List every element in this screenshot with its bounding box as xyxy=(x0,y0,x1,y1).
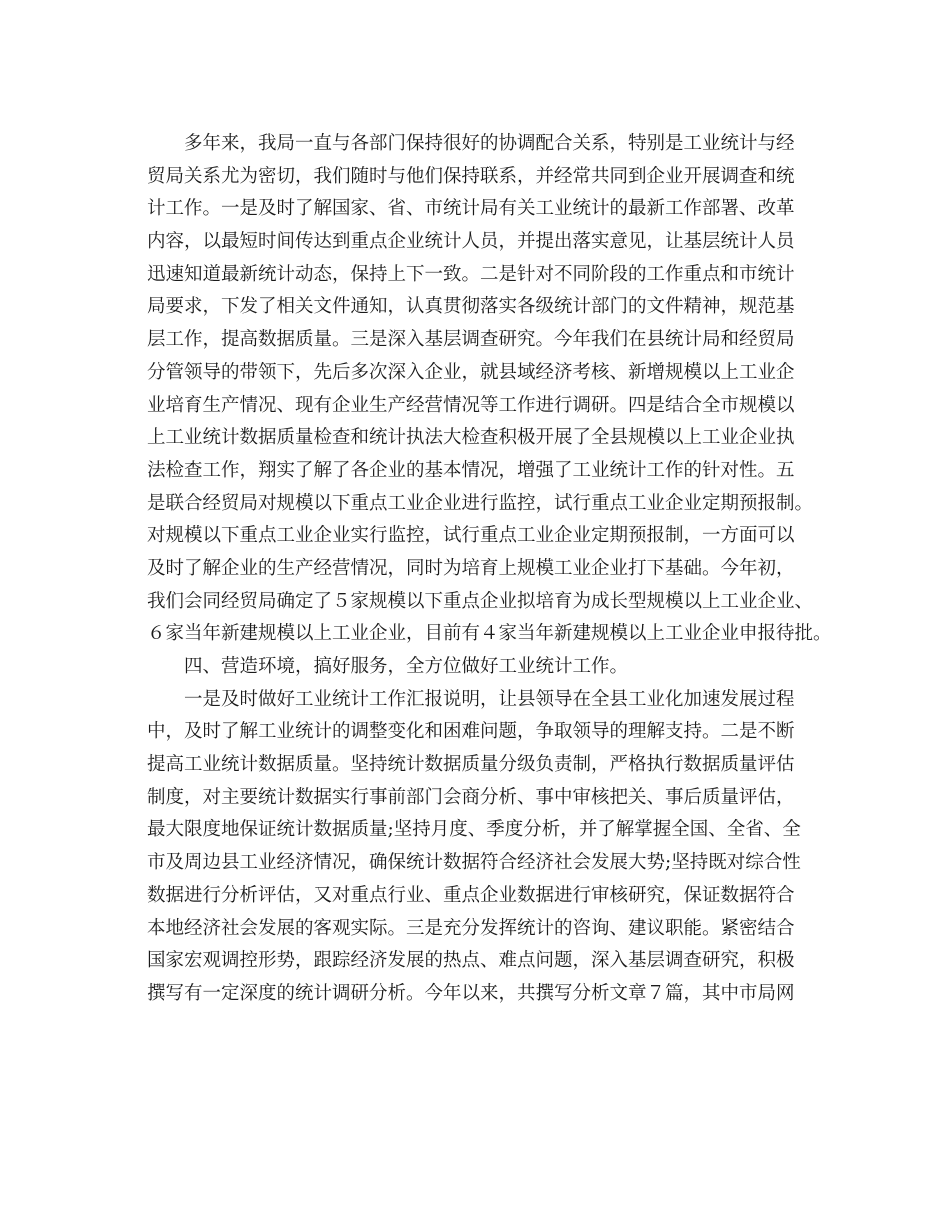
text-line: 内容，以最短时间传达到重点企业统计人员，并提出落实意见，让基层统计人员 xyxy=(147,231,795,253)
text-line: 制度，对主要统计数据实行事前部门会商分析、事中审核把关、事后质量评估， xyxy=(147,786,795,808)
document-body xyxy=(147,128,832,1011)
text-line: 提高工业统计数据质量。坚持统计数据质量分级负责制，严格执行数据质量评估 xyxy=(147,754,795,776)
text-line: 迅速知道最新统计动态，保持上下一致。二是针对不同阶段的工作重点和市统计 xyxy=(147,263,795,285)
text-line: 多年来，我局一直与各部门保持很好的协调配合关系，特别是工业统计与经 xyxy=(184,133,795,154)
text-line: 四、营造环境，搞好服务，全方位做好工业统计工作。 xyxy=(184,656,629,677)
text-line: 上工业统计数据质量检查和统计执法大检查积极开展了全县规模以上工业企业执 xyxy=(147,427,795,449)
text-line: 中，及时了解工业统计的调整变化和困难问题，争取领导的理解支持。二是不断 xyxy=(147,721,795,743)
text-line: 局要求，下发了相关文件通知，认真贯彻落实各级统计部门的文件精神，规范基 xyxy=(147,296,795,318)
text-line: 数据进行分析评估，又对重点行业、重点企业数据进行审核研究，保证数据符合 xyxy=(147,884,795,906)
text-line: 对规模以下重点工业企业实行监控，试行重点工业企业定期预报制，一方面可以 xyxy=(147,525,795,547)
text-line: 最大限度地保证统计数据质量;坚持月度、季度分析，并了解掌握全国、全省、全 xyxy=(147,819,801,841)
text-line: 计工作。一是及时了解国家、省、市统计局有关工业统计的最新工作部署、改革 xyxy=(147,198,795,220)
text-line: 撰写有一定深度的统计调研分析。今年以来，共撰写分析文章７篇，其中市局网 xyxy=(147,982,795,1004)
text-line: 分管领导的带领下，先后多次深入企业，就县域经济考核、新增规模以上工业企 xyxy=(147,361,795,383)
text-line: 业培育生产情况、现有企业生产经营情况等工作进行调研。四是结合全市规模以 xyxy=(147,394,795,416)
text-line: 层工作，提高数据质量。三是深入基层调查研究。今年我们在县统计局和经贸局 xyxy=(147,329,795,351)
text-line: 贸局关系尤为密切，我们随时与他们保持联系，并经常共同到企业开展调查和统 xyxy=(147,165,795,187)
text-line: 法检查工作，翔实了解了各企业的基本情况，增强了工业统计工作的针对性。五 xyxy=(147,459,795,481)
text-line: 及时了解企业的生产经营情况，同时为培育上规模工业企业打下基础。今年初， xyxy=(147,557,795,579)
text-line: 本地经济社会发展的客观实际。三是充分发挥统计的咨询、建议职能。紧密结合 xyxy=(147,917,795,939)
text-line: 国家宏观调控形势，跟踪经济发展的热点、难点问题，深入基层调查研究，积极 xyxy=(147,950,795,972)
text-line: 一是及时做好工业统计工作汇报说明，让县领导在全县工业化加速发展过程 xyxy=(184,688,795,710)
text-line: 是联合经贸局对规模以下重点工业企业进行监控，试行重点工业企业定期预报制。 xyxy=(147,492,814,514)
text-line: ６家当年新建规模以上工业企业，目前有４家当年新建规模以上工业企业申报待批。 xyxy=(147,623,832,645)
text-line: 我们会同经贸局确定了５家规模以下重点企业拟培育为成长型规模以上工业企业、 xyxy=(147,590,814,612)
text-line: 市及周边县工业经济情况，确保统计数据符合经济社会发展大势;坚持既对综合性 xyxy=(147,852,801,874)
